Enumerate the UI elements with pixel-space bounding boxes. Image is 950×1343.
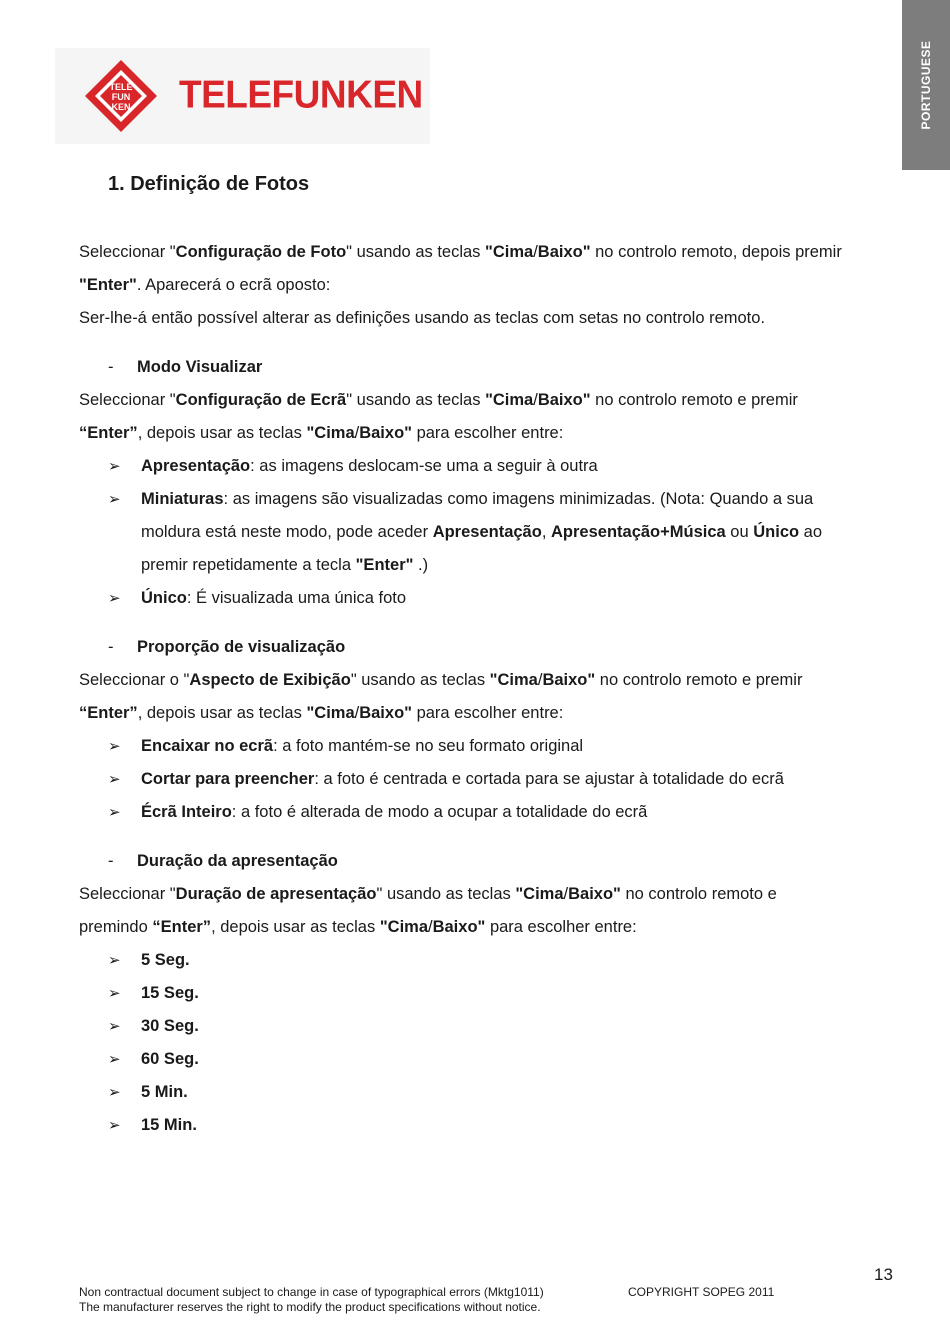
list-item: ➢ 5 Seg. <box>108 944 199 977</box>
duracao-paragraph: Seleccionar "Duração de apresentação" usando as teclas "Cima/Baixo" no controlo remoto e premindo “Enter”, depois usar as teclas "Cima/Baixo" para escolher entre: <box>79 885 777 936</box>
telefunken-logo <box>55 48 430 144</box>
modo-visualizar-paragraph: Seleccionar "Configuração de Ecrã" usando as teclas "Cima/Baixo" no controlo remoto e premir “Enter”, depois usar as teclas "Cima/Baixo" para escolher entre: <box>79 391 798 442</box>
intro-line-1: Seleccionar "Configuração de Foto" usando as teclas "Cima/Baixo" no controlo remoto, depois premir <box>79 243 842 261</box>
subheading-proporcao: - Proporção de visualização <box>108 638 346 656</box>
arrow-bullet-icon: ➢ <box>108 1051 121 1068</box>
list-item: ➢ 60 Seg. <box>108 1043 199 1076</box>
list-item: ➢ Único: É visualizada uma única foto <box>108 582 822 615</box>
svg-text:FUN: FUN <box>111 92 131 102</box>
arrow-bullet-icon: ➢ <box>108 771 121 788</box>
list-item: ➢ Écrã Inteiro: a foto é alterada de modo a ocupar a totalidade do ecrã <box>108 796 784 829</box>
list-item: ➢ 30 Seg. <box>108 1010 199 1043</box>
page-number: 13 <box>874 1265 893 1284</box>
list-item: ➢ 5 Min. <box>108 1076 199 1109</box>
arrow-bullet-icon: ➢ <box>108 738 121 755</box>
arrow-bullet-icon: ➢ <box>108 1117 121 1134</box>
list-item: ➢ 15 Min. <box>108 1109 199 1142</box>
arrow-bullet-icon: ➢ <box>108 985 121 1002</box>
list-item: ➢ 15 Seg. <box>108 977 199 1010</box>
arrow-bullet-icon: ➢ <box>108 952 121 969</box>
arrow-bullet-icon: ➢ <box>108 491 121 508</box>
intro-line-2: "Enter". Aparecerá o ecrã oposto: <box>79 276 331 294</box>
svg-text:KEN: KEN <box>111 102 131 112</box>
telefunken-wordmark: TELEFUNKEN <box>179 73 423 117</box>
footer-line-2: The manufacturer reserves the right to modify the product specifications without notice. <box>79 1300 541 1314</box>
intro-line-3: Ser-lhe-á então possível alterar as definições usando as teclas com setas no controlo remoto. <box>79 309 766 327</box>
telefunken-emblem-icon <box>83 58 159 134</box>
arrow-bullet-icon: ➢ <box>108 1018 121 1035</box>
arrow-bullet-icon: ➢ <box>108 804 121 821</box>
arrow-bullet-icon: ➢ <box>108 590 121 607</box>
list-item: ➢ Encaixar no ecrã: a foto mantém-se no seu formato original <box>108 730 784 763</box>
list-item: ➢ Miniaturas: as imagens são visualizadas como imagens minimizadas. (Nota: Quando a sua moldura está neste modo, pode aceder Apresentação, Apresentação+Música ou Único ao premir repetidamente a tecla "Enter" .) <box>108 483 822 582</box>
copyright-notice: COPYRIGHT SOPEG 2011 <box>628 1285 775 1299</box>
section-title: 1. Definição de Fotos <box>108 173 310 195</box>
list-item: ➢ Apresentação: as imagens deslocam-se uma a seguir à outra <box>108 450 822 483</box>
language-tab <box>902 0 950 170</box>
proporcao-paragraph: Seleccionar o "Aspecto de Exibição" usando as teclas "Cima/Baixo" no controlo remoto e premir “Enter”, depois usar as teclas "Cima/Baixo" para escolher entre: <box>79 671 803 722</box>
arrow-bullet-icon: ➢ <box>108 1084 121 1101</box>
footer-disclaimer <box>79 1285 544 1315</box>
footer-line-1: Non contractual document subject to change in case of typographical errors (Mktg1011) <box>79 1285 544 1299</box>
arrow-bullet-icon: ➢ <box>108 458 121 475</box>
subheading-duracao: - Duração da apresentação <box>108 852 338 870</box>
modo-visualizar-options <box>108 450 822 615</box>
proporcao-options <box>108 730 784 829</box>
intro-paragraph <box>79 236 898 335</box>
svg-text:TELE: TELE <box>109 82 133 92</box>
subheading-modo-visualizar: - Modo Visualizar <box>108 358 263 376</box>
language-label: PORTUGUESE <box>919 40 933 130</box>
list-item: ➢ Cortar para preencher: a foto é centrada e cortada para se ajustar à totalidade do ecrã <box>108 763 784 796</box>
duracao-options <box>108 944 199 1142</box>
